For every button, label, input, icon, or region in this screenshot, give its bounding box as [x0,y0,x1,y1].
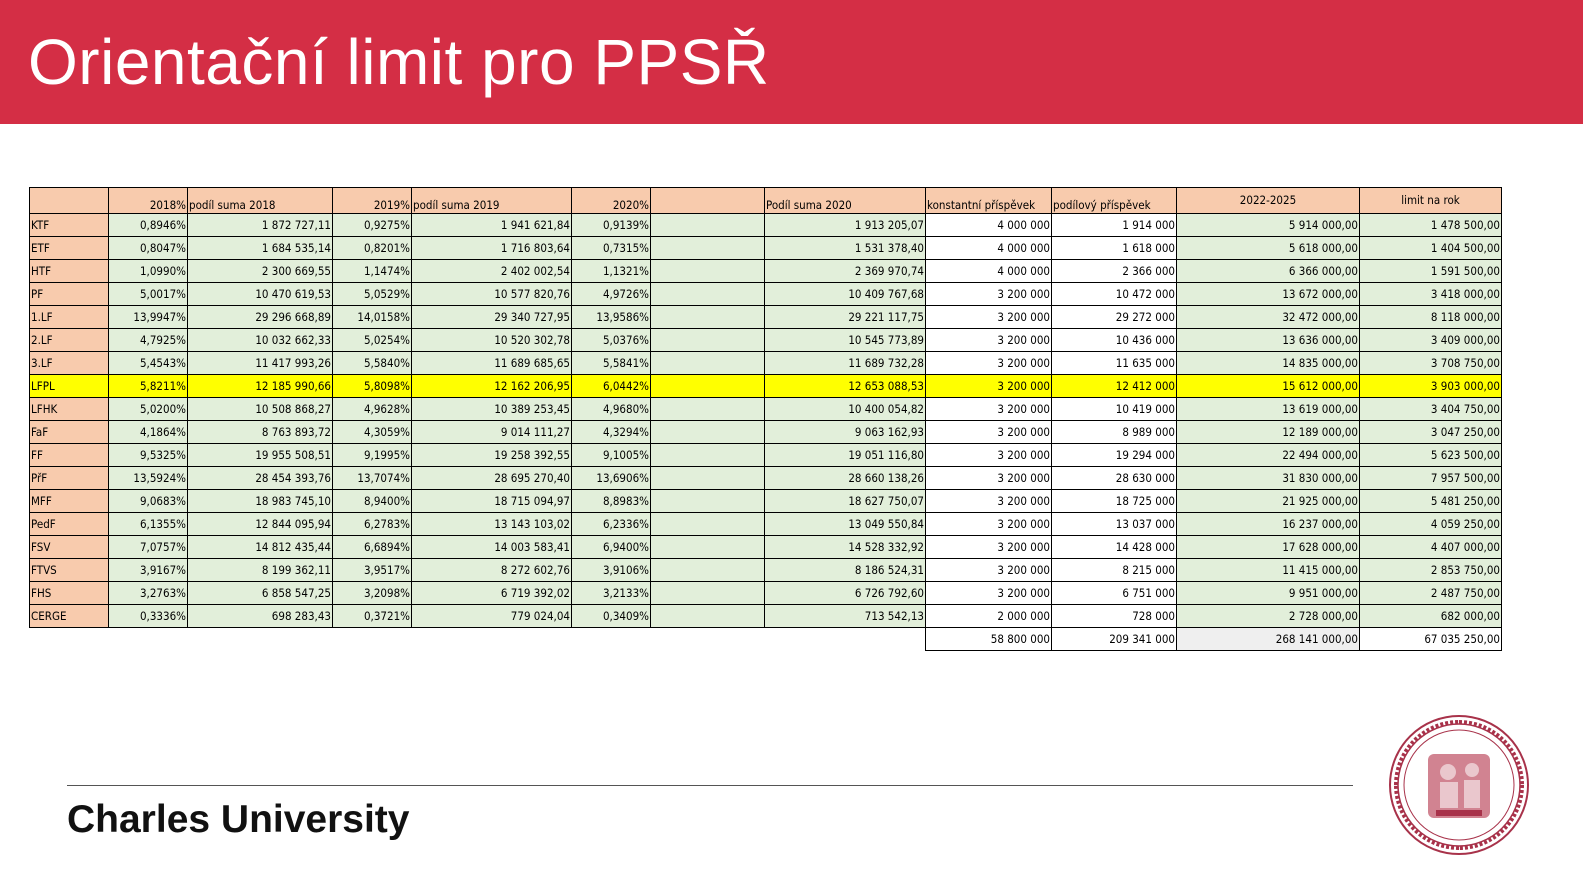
cell-p2019: 4,3059% [333,421,412,444]
cell-konst: 3 200 000 [926,582,1052,605]
cell-p2020: 4,9726% [572,283,651,306]
cell-y2225: 6 366 000,00 [1177,260,1360,283]
table-row [30,398,1502,421]
cell-konst: 3 200 000 [926,536,1052,559]
header-cell: 2022-2025 [1177,188,1360,214]
cell-p2019: 14,0158% [333,306,412,329]
cell-p2020: 9,1005% [572,444,651,467]
cell-empty [651,559,765,582]
cell-s2018: 10 032 662,33 [188,329,333,352]
cell-podil: 10 419 000 [1052,398,1177,421]
table-row [30,605,1502,628]
cell-empty [188,628,333,651]
header-cell: konstantní příspěvek [926,188,1052,214]
cell-empty [651,467,765,490]
cell-s2018: 12 844 095,94 [188,513,333,536]
cell-y2225: 9 951 000,00 [1177,582,1360,605]
cell-podil: 10 436 000 [1052,329,1177,352]
cell-y2225: 32 472 000,00 [1177,306,1360,329]
cell-s2018: 10 470 619,53 [188,283,333,306]
cell-podil: 10 472 000 [1052,283,1177,306]
cell-p2020: 13,6906% [572,467,651,490]
cell-limit: 1 404 500,00 [1360,237,1502,260]
cell-s2018: 19 955 508,51 [188,444,333,467]
cell-p2018: 4,7925% [109,329,188,352]
cell-y2225: 13 619 000,00 [1177,398,1360,421]
table-row [30,582,1502,605]
cell-p2018: 9,5325% [109,444,188,467]
cell-limit: 4 059 250,00 [1360,513,1502,536]
table-row [30,237,1502,260]
cell-name: FF [30,444,109,467]
cell-y2225: 13 636 000,00 [1177,329,1360,352]
cell-s2020: 10 545 773,89 [765,329,926,352]
cell-p2019: 3,9517% [333,559,412,582]
cell-s2020: 1 531 378,40 [765,237,926,260]
cell-empty [651,306,765,329]
cell-podil: 19 294 000 [1052,444,1177,467]
cell-empty [651,214,765,237]
cell-konst: 3 200 000 [926,559,1052,582]
cell-p2020: 4,9680% [572,398,651,421]
cell-empty [572,628,651,651]
total-konst: 58 800 000 [926,628,1052,651]
cell-limit: 2 487 750,00 [1360,582,1502,605]
cell-p2019: 5,5840% [333,352,412,375]
cell-y2225: 12 189 000,00 [1177,421,1360,444]
cell-s2020: 12 653 088,53 [765,375,926,398]
cell-name: HTF [30,260,109,283]
cell-konst: 3 200 000 [926,283,1052,306]
table-row [30,536,1502,559]
cell-s2018: 28 454 393,76 [188,467,333,490]
cell-podil: 728 000 [1052,605,1177,628]
cell-y2225: 5 914 000,00 [1177,214,1360,237]
total-podil: 209 341 000 [1052,628,1177,651]
cell-s2018: 1 872 727,11 [188,214,333,237]
cell-s2019: 18 715 094,97 [412,490,572,513]
footer-university-name: Charles University [67,798,410,841]
cell-y2225: 15 612 000,00 [1177,375,1360,398]
cell-s2020: 1 913 205,07 [765,214,926,237]
cell-empty [333,628,412,651]
cell-p2019: 3,2098% [333,582,412,605]
cell-p2018: 5,4543% [109,352,188,375]
cell-p2018: 4,1864% [109,421,188,444]
total-limit: 67 035 250,00 [1360,628,1502,651]
table-row [30,352,1502,375]
cell-empty [109,628,188,651]
cell-name: PF [30,283,109,306]
cell-empty [651,329,765,352]
cell-p2019: 0,9275% [333,214,412,237]
cell-name: 3.LF [30,352,109,375]
table-header-row [30,188,1502,214]
cell-podil: 18 725 000 [1052,490,1177,513]
limits-table [29,187,1502,651]
cell-s2019: 10 389 253,45 [412,398,572,421]
cell-limit: 682 000,00 [1360,605,1502,628]
cell-y2225: 16 237 000,00 [1177,513,1360,536]
cell-name: LFHK [30,398,109,421]
cell-empty [651,398,765,421]
table-row [30,467,1502,490]
cell-empty [651,536,765,559]
cell-s2020: 6 726 792,60 [765,582,926,605]
cell-podil: 8 215 000 [1052,559,1177,582]
cell-s2019: 10 577 820,76 [412,283,572,306]
cell-podil: 2 366 000 [1052,260,1177,283]
cell-s2019: 9 014 111,27 [412,421,572,444]
cell-s2020: 29 221 117,75 [765,306,926,329]
cell-s2019: 1 716 803,64 [412,237,572,260]
cell-konst: 3 200 000 [926,398,1052,421]
cell-p2020: 4,3294% [572,421,651,444]
cell-empty [651,352,765,375]
cell-p2018: 0,8946% [109,214,188,237]
cell-konst: 4 000 000 [926,260,1052,283]
cell-s2019: 11 689 685,65 [412,352,572,375]
table-row [30,513,1502,536]
cell-y2225: 22 494 000,00 [1177,444,1360,467]
cell-empty [651,421,765,444]
cell-s2019: 12 162 206,95 [412,375,572,398]
cell-p2019: 9,1995% [333,444,412,467]
cell-p2019: 1,1474% [333,260,412,283]
cell-name: FHS [30,582,109,605]
table-row [30,214,1502,237]
cell-name: FaF [30,421,109,444]
cell-p2020: 1,1321% [572,260,651,283]
cell-limit: 8 118 000,00 [1360,306,1502,329]
cell-limit: 3 409 000,00 [1360,329,1502,352]
cell-konst: 3 200 000 [926,467,1052,490]
cell-p2020: 3,9106% [572,559,651,582]
cell-s2018: 12 185 990,66 [188,375,333,398]
cell-konst: 3 200 000 [926,490,1052,513]
header-cell [30,188,109,214]
cell-y2225: 2 728 000,00 [1177,605,1360,628]
cell-p2020: 5,5841% [572,352,651,375]
cell-s2020: 28 660 138,26 [765,467,926,490]
cell-limit: 3 708 750,00 [1360,352,1502,375]
cell-s2018: 29 296 668,89 [188,306,333,329]
cell-name: PedF [30,513,109,536]
cell-p2018: 0,8047% [109,237,188,260]
cell-podil: 8 989 000 [1052,421,1177,444]
cell-empty [651,444,765,467]
cell-podil: 12 412 000 [1052,375,1177,398]
header-cell: podílový příspěvek [1052,188,1177,214]
cell-s2018: 1 684 535,14 [188,237,333,260]
cell-y2225: 5 618 000,00 [1177,237,1360,260]
cell-empty [765,628,926,651]
cell-y2225: 14 835 000,00 [1177,352,1360,375]
cell-y2225: 11 415 000,00 [1177,559,1360,582]
cell-s2019: 29 340 727,95 [412,306,572,329]
cell-limit: 4 407 000,00 [1360,536,1502,559]
cell-name: LFPL [30,375,109,398]
header-cell: Podíl suma 2020 [765,188,926,214]
cell-name: PřF [30,467,109,490]
cell-s2019: 10 520 302,78 [412,329,572,352]
title-banner [0,0,1583,124]
cell-s2018: 10 508 868,27 [188,398,333,421]
cell-konst: 3 200 000 [926,421,1052,444]
university-seal-icon [1388,714,1530,856]
cell-p2018: 3,9167% [109,559,188,582]
cell-s2018: 18 983 745,10 [188,490,333,513]
table-row [30,329,1502,352]
cell-s2019: 779 024,04 [412,605,572,628]
cell-limit: 3 047 250,00 [1360,421,1502,444]
cell-p2018: 3,2763% [109,582,188,605]
cell-podil: 28 630 000 [1052,467,1177,490]
cell-konst: 2 000 000 [926,605,1052,628]
table-row [30,283,1502,306]
cell-s2018: 14 812 435,44 [188,536,333,559]
cell-s2019: 6 719 392,02 [412,582,572,605]
cell-konst: 3 200 000 [926,513,1052,536]
cell-s2018: 11 417 993,26 [188,352,333,375]
cell-podil: 1 618 000 [1052,237,1177,260]
cell-s2019: 1 941 621,84 [412,214,572,237]
cell-p2020: 0,3409% [572,605,651,628]
cell-s2020: 13 049 550,84 [765,513,926,536]
cell-s2020: 713 542,13 [765,605,926,628]
cell-s2018: 8 199 362,11 [188,559,333,582]
cell-name: FSV [30,536,109,559]
cell-p2019: 0,3721% [333,605,412,628]
cell-konst: 3 200 000 [926,352,1052,375]
cell-s2018: 8 763 893,72 [188,421,333,444]
cell-p2018: 7,0757% [109,536,188,559]
cell-empty [651,605,765,628]
cell-konst: 3 200 000 [926,375,1052,398]
cell-empty [412,628,572,651]
cell-s2019: 13 143 103,02 [412,513,572,536]
table-row [30,490,1502,513]
cell-empty [651,513,765,536]
cell-name: ETF [30,237,109,260]
cell-p2018: 5,8211% [109,375,188,398]
cell-p2019: 13,7074% [333,467,412,490]
page-title: Orientační limit pro PPSŘ [28,26,770,98]
cell-name: 1.LF [30,306,109,329]
cell-p2018: 13,5924% [109,467,188,490]
cell-y2225: 21 925 000,00 [1177,490,1360,513]
cell-p2018: 1,0990% [109,260,188,283]
cell-limit: 5 623 500,00 [1360,444,1502,467]
cell-podil: 6 751 000 [1052,582,1177,605]
cell-s2020: 9 063 162,93 [765,421,926,444]
cell-p2020: 0,7315% [572,237,651,260]
cell-p2018: 5,0017% [109,283,188,306]
cell-podil: 13 037 000 [1052,513,1177,536]
cell-podil: 11 635 000 [1052,352,1177,375]
cell-empty [651,375,765,398]
cell-podil: 14 428 000 [1052,536,1177,559]
cell-s2020: 14 528 332,92 [765,536,926,559]
cell-empty [651,260,765,283]
cell-p2019: 6,6894% [333,536,412,559]
cell-konst: 3 200 000 [926,444,1052,467]
table-row [30,444,1502,467]
cell-limit: 3 418 000,00 [1360,283,1502,306]
cell-s2020: 19 051 116,80 [765,444,926,467]
header-cell: 2020% [572,188,651,214]
header-cell: limit na rok [1360,188,1502,214]
cell-s2018: 6 858 547,25 [188,582,333,605]
cell-konst: 4 000 000 [926,214,1052,237]
cell-limit: 1 478 500,00 [1360,214,1502,237]
cell-s2020: 10 400 054,82 [765,398,926,421]
cell-limit: 5 481 250,00 [1360,490,1502,513]
cell-name: CERGE [30,605,109,628]
cell-podil: 1 914 000 [1052,214,1177,237]
totals-row [30,628,1502,651]
cell-p2020: 0,9139% [572,214,651,237]
cell-s2019: 8 272 602,76 [412,559,572,582]
cell-name: FTVS [30,559,109,582]
header-cell: podíl suma 2018 [188,188,333,214]
cell-s2019: 2 402 002,54 [412,260,572,283]
table-row [30,260,1502,283]
cell-p2018: 0,3336% [109,605,188,628]
cell-limit: 2 853 750,00 [1360,559,1502,582]
cell-p2019: 0,8201% [333,237,412,260]
cell-konst: 3 200 000 [926,306,1052,329]
cell-empty [30,628,109,651]
total-y2225: 268 141 000,00 [1177,628,1360,651]
cell-y2225: 13 672 000,00 [1177,283,1360,306]
cell-y2225: 17 628 000,00 [1177,536,1360,559]
cell-s2020: 10 409 767,68 [765,283,926,306]
cell-s2020: 2 369 970,74 [765,260,926,283]
cell-p2019: 4,9628% [333,398,412,421]
table-row [30,421,1502,444]
cell-p2020: 6,2336% [572,513,651,536]
cell-p2020: 3,2133% [572,582,651,605]
cell-empty [651,628,765,651]
header-cell: 2019% [333,188,412,214]
cell-p2019: 5,0254% [333,329,412,352]
header-cell [651,188,765,214]
cell-p2019: 5,0529% [333,283,412,306]
cell-name: 2.LF [30,329,109,352]
cell-limit: 3 404 750,00 [1360,398,1502,421]
cell-limit: 7 957 500,00 [1360,467,1502,490]
cell-empty [651,283,765,306]
cell-s2020: 8 186 524,31 [765,559,926,582]
cell-p2019: 6,2783% [333,513,412,536]
table-row [30,306,1502,329]
cell-p2019: 5,8098% [333,375,412,398]
cell-p2020: 6,0442% [572,375,651,398]
cell-s2020: 18 627 750,07 [765,490,926,513]
cell-p2018: 13,9947% [109,306,188,329]
cell-p2019: 8,9400% [333,490,412,513]
cell-podil: 29 272 000 [1052,306,1177,329]
cell-p2018: 9,0683% [109,490,188,513]
header-cell: 2018% [109,188,188,214]
cell-limit: 3 903 000,00 [1360,375,1502,398]
cell-name: KTF [30,214,109,237]
cell-empty [651,237,765,260]
cell-p2018: 6,1355% [109,513,188,536]
table-row [30,375,1502,398]
cell-name: MFF [30,490,109,513]
cell-p2020: 13,9586% [572,306,651,329]
footer-divider [67,785,1353,786]
cell-s2019: 14 003 583,41 [412,536,572,559]
cell-s2019: 28 695 270,40 [412,467,572,490]
cell-p2020: 5,0376% [572,329,651,352]
cell-s2020: 11 689 732,28 [765,352,926,375]
cell-konst: 4 000 000 [926,237,1052,260]
cell-p2018: 5,0200% [109,398,188,421]
cell-s2018: 698 283,43 [188,605,333,628]
cell-p2020: 8,8983% [572,490,651,513]
cell-y2225: 31 830 000,00 [1177,467,1360,490]
cell-empty [651,582,765,605]
header-cell: podíl suma 2019 [412,188,572,214]
cell-s2019: 19 258 392,55 [412,444,572,467]
table-row [30,559,1502,582]
cell-s2018: 2 300 669,55 [188,260,333,283]
cell-p2020: 6,9400% [572,536,651,559]
cell-limit: 1 591 500,00 [1360,260,1502,283]
cell-konst: 3 200 000 [926,329,1052,352]
cell-empty [651,490,765,513]
